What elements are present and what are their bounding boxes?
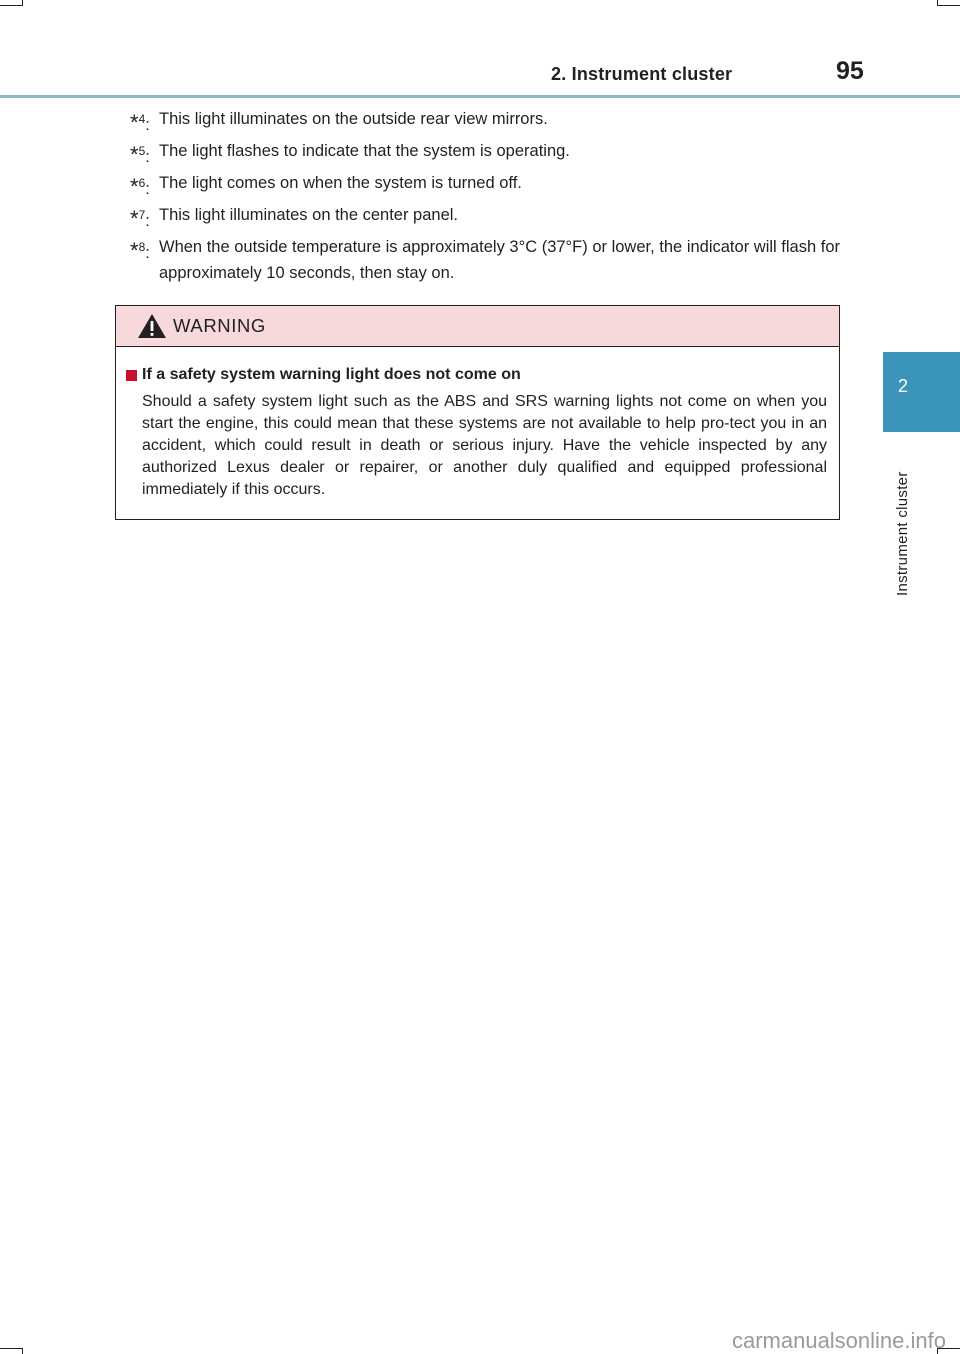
crop-mark (0, 1348, 22, 1349)
footnote-text: The light flashes to indicate that the system is operating. (159, 142, 570, 160)
warning-body (126, 366, 827, 501)
footnote-text: The light comes on when the system is turned off. (159, 174, 522, 192)
watermark: carmanualsonline.info (731, 1328, 946, 1353)
crop-mark (22, 0, 23, 6)
chapter-number: 2 (897, 376, 908, 396)
footnote-marker: *$^8$: (130, 238, 150, 263)
header-rule (0, 95, 960, 98)
warning-header (116, 306, 839, 347)
footnote (130, 138, 840, 167)
footnote-text: This light illuminates on the center panel. (159, 206, 458, 224)
footnote-marker: *$^5$: (130, 142, 150, 167)
footnote-list (130, 106, 840, 292)
section-title: 2. Instrument cluster (551, 64, 733, 84)
footnote-text: This light illuminates on the outside rear view mirrors. (159, 110, 548, 128)
crop-mark (22, 1348, 23, 1354)
footnote-marker: *$^4$: (130, 110, 150, 135)
footnote-marker: *$^7$: (130, 206, 150, 231)
crop-mark (0, 5, 22, 6)
footnote (130, 170, 840, 199)
chapter-tab (883, 352, 960, 432)
warning-box (115, 305, 840, 520)
chapter-label: Instrument cluster (894, 471, 911, 596)
page-number: 95 (836, 57, 864, 85)
crop-mark (937, 5, 960, 6)
footnote (130, 234, 840, 286)
warning-paragraph: Should a safety system light such as the ABS and SRS warning lights not come on when you start the engine, this could mean that these systems are not available to help pro-tect you in an accident, which could result in death or serious injury. Have the vehicle inspected by any authorized Lexus dealer or repairer, or another duly qualified and equipped professional immediately if this occurs. (142, 393, 827, 498)
footnote-marker: *$^6$: (130, 174, 150, 199)
footnote (130, 106, 840, 135)
warning-subheading-text: If a safety system warning light does not come on (142, 366, 521, 383)
chapter-label-wrapper (891, 440, 915, 600)
warning-title: WARNING (173, 315, 266, 336)
warning-triangle-icon (137, 313, 167, 339)
warning-subheading (126, 366, 827, 384)
footnote (130, 202, 840, 231)
footnote-text: When the outside temperature is approximately 3°C (37°F) or lower, the indicator will flash for approximately 10 seconds, then stay on. (159, 238, 840, 282)
square-bullet-icon (126, 370, 137, 381)
